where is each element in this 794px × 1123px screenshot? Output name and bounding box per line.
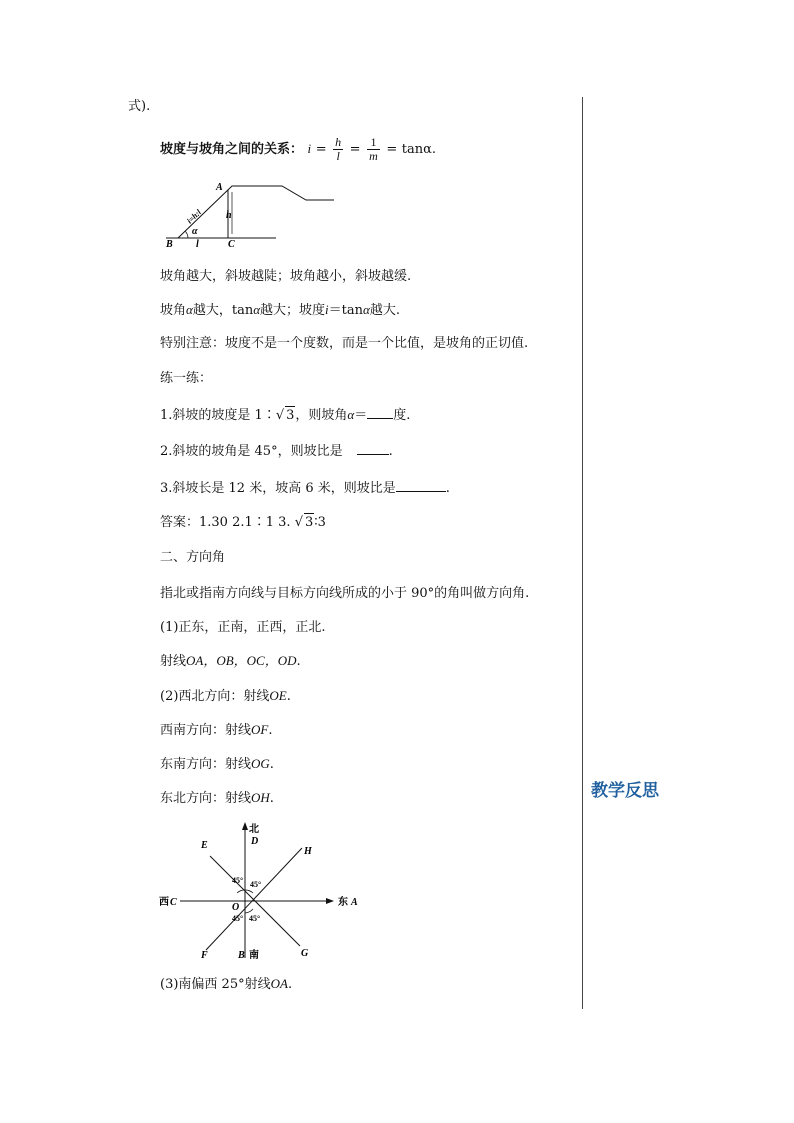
southwest-line bbox=[160, 721, 273, 740]
item1-text: (1)正东，正南，正西，正北. bbox=[160, 620, 326, 635]
para-tan-relation bbox=[160, 301, 400, 320]
item2-a: (2)西北方向：射线 bbox=[160, 689, 270, 704]
angle-label-1: 45° bbox=[232, 876, 244, 885]
southwest-v: OF bbox=[251, 722, 269, 737]
item-2 bbox=[160, 687, 291, 706]
answer-sqrt-sign: √ bbox=[294, 515, 303, 530]
para2-alpha3: α bbox=[363, 302, 370, 317]
label-l: l bbox=[196, 239, 199, 250]
relation-label: 坡度与坡角之间的关系： bbox=[160, 142, 304, 157]
para2-alpha2: α bbox=[253, 302, 261, 317]
practice-title bbox=[160, 370, 212, 388]
para2-c: 越大；坡度 bbox=[260, 303, 326, 318]
rays1-a: 射线 bbox=[160, 654, 187, 669]
label-C: C bbox=[170, 897, 177, 908]
label-F: F bbox=[201, 950, 208, 961]
para-steepness bbox=[160, 268, 411, 286]
label-G: G bbox=[301, 948, 309, 959]
southwest-b: . bbox=[268, 723, 273, 738]
frac2-denominator: m bbox=[369, 149, 378, 163]
northeast-a: 东北方向：射线 bbox=[160, 791, 252, 806]
para1-text: 坡角越大，斜坡越陡；坡角越小，斜坡越缓. bbox=[160, 269, 412, 284]
item2-b: . bbox=[286, 689, 291, 704]
q3-b: . bbox=[445, 481, 450, 496]
angle-label-2: 45° bbox=[250, 880, 262, 889]
para2-d: ＝tan bbox=[328, 303, 364, 318]
section-heading bbox=[160, 549, 225, 567]
rays1-b: . bbox=[296, 654, 301, 669]
column-divider bbox=[582, 97, 583, 1009]
northeast-line bbox=[160, 789, 274, 808]
label-A: A bbox=[351, 897, 358, 908]
q3-answer-blank bbox=[396, 479, 446, 492]
fraction-1-over-m bbox=[367, 136, 380, 163]
frac2-numerator: 1 bbox=[367, 136, 380, 150]
q2-a: 2.斜坡的坡角是 45°，则坡比是 bbox=[160, 444, 343, 459]
relation-i: i bbox=[307, 141, 312, 156]
label-slope-ratio: i=h:l bbox=[185, 207, 203, 226]
label-south: 南 bbox=[249, 950, 259, 961]
label-h: h bbox=[226, 210, 232, 221]
slope-profile bbox=[178, 186, 334, 238]
arrow-north bbox=[242, 822, 248, 830]
slope-angle-arc bbox=[185, 231, 188, 238]
answer-b: ∶3 bbox=[314, 515, 326, 530]
question-3 bbox=[160, 479, 450, 498]
question-1 bbox=[160, 406, 410, 425]
teaching-reflection-title: 教学反思 bbox=[591, 781, 659, 801]
para2-alpha: α bbox=[186, 302, 193, 317]
label-E: E bbox=[201, 840, 208, 851]
special-note bbox=[160, 335, 528, 353]
ray-OH-OF bbox=[206, 848, 302, 950]
q1-b: ，则坡角 bbox=[295, 408, 348, 423]
q1-sqrt-sign: √ bbox=[275, 408, 285, 423]
label-C: C bbox=[228, 239, 235, 250]
item3-a: (3)南偏西 25°射线 bbox=[160, 977, 271, 992]
northeast-b: . bbox=[269, 791, 274, 806]
frac1-denominator: l bbox=[336, 149, 340, 163]
item2-v: OE bbox=[269, 688, 287, 703]
q2-b: . bbox=[388, 444, 393, 459]
southeast-a: 东南方向：射线 bbox=[160, 757, 252, 772]
southwest-a: 西南方向：射线 bbox=[160, 723, 252, 738]
q1-a: 1.斜坡的坡度是 1∶ bbox=[160, 408, 276, 423]
para2-i: i bbox=[325, 302, 329, 317]
para2-b: 越大，tan bbox=[192, 303, 254, 318]
item-1 bbox=[160, 619, 326, 637]
slope-relation bbox=[160, 136, 436, 163]
relation-eq-1: = bbox=[315, 142, 327, 157]
angle-label-4: 45° bbox=[249, 914, 261, 923]
item3-v: OA bbox=[270, 976, 288, 991]
para2-a: 坡角 bbox=[160, 303, 187, 318]
southeast-v: OG bbox=[251, 756, 270, 771]
q1-c: ＝ bbox=[354, 408, 368, 423]
q1-sqrt-value: 3 bbox=[286, 408, 295, 423]
label-H: H bbox=[304, 846, 312, 857]
label-B: B bbox=[238, 950, 245, 961]
q1-d: 度. bbox=[393, 408, 411, 423]
answer-sqrt-value: 3 bbox=[305, 515, 314, 530]
slope-figure bbox=[160, 180, 340, 252]
note-text: 特别注意：坡度不是一个度数，而是一个比值，是坡角的正切值. bbox=[160, 336, 529, 351]
item-3 bbox=[160, 975, 292, 994]
question-2 bbox=[160, 442, 393, 461]
top-fragment bbox=[128, 98, 150, 116]
southeast-b: . bbox=[269, 757, 274, 772]
label-west: 西 bbox=[159, 897, 169, 908]
definition bbox=[160, 585, 529, 603]
angle-label-3: 45° bbox=[232, 914, 244, 923]
label-B: B bbox=[166, 239, 173, 250]
label-alpha: α bbox=[192, 226, 198, 237]
frac1-numerator: h bbox=[335, 135, 342, 149]
section2-text: 二、方向角 bbox=[160, 550, 226, 565]
rays-line bbox=[160, 652, 301, 671]
relation-eq-3: = bbox=[386, 142, 398, 157]
fraction-h-over-l bbox=[333, 136, 343, 163]
label-D: D bbox=[251, 836, 259, 847]
definition-text: 指北或指南方向线与目标方向线所成的小于 90°的角叫做方向角. bbox=[160, 586, 530, 601]
southeast-line bbox=[160, 755, 274, 774]
q1-answer-blank bbox=[367, 406, 393, 419]
q2-answer-blank bbox=[357, 442, 389, 455]
q3-a: 3.斜坡长是 12 米，坡高 6 米，则坡比是 bbox=[160, 481, 396, 496]
answer-line bbox=[160, 513, 326, 532]
arrow-east bbox=[326, 898, 334, 904]
label-north: 北 bbox=[249, 824, 259, 835]
northeast-v: OH bbox=[251, 790, 270, 805]
practice-title-text: 练一练： bbox=[160, 371, 213, 386]
answer-a: 答案：1.30 2.1∶1 3. bbox=[160, 515, 291, 530]
relation-tail: tanα. bbox=[401, 142, 437, 157]
item3-b: . bbox=[287, 977, 293, 992]
relation-eq-2: = bbox=[349, 142, 361, 157]
label-A: A bbox=[216, 182, 223, 193]
top-fragment-text: 式). bbox=[128, 99, 151, 114]
para2-e: 越大. bbox=[369, 303, 400, 318]
angle-arc-bottom bbox=[245, 909, 253, 913]
compass-figure bbox=[152, 820, 372, 966]
rays1-v: OA，OB，OC，OD bbox=[186, 653, 297, 668]
label-east: 东 bbox=[338, 897, 348, 908]
label-O: O bbox=[232, 902, 240, 913]
q1-alpha: α bbox=[347, 407, 355, 422]
